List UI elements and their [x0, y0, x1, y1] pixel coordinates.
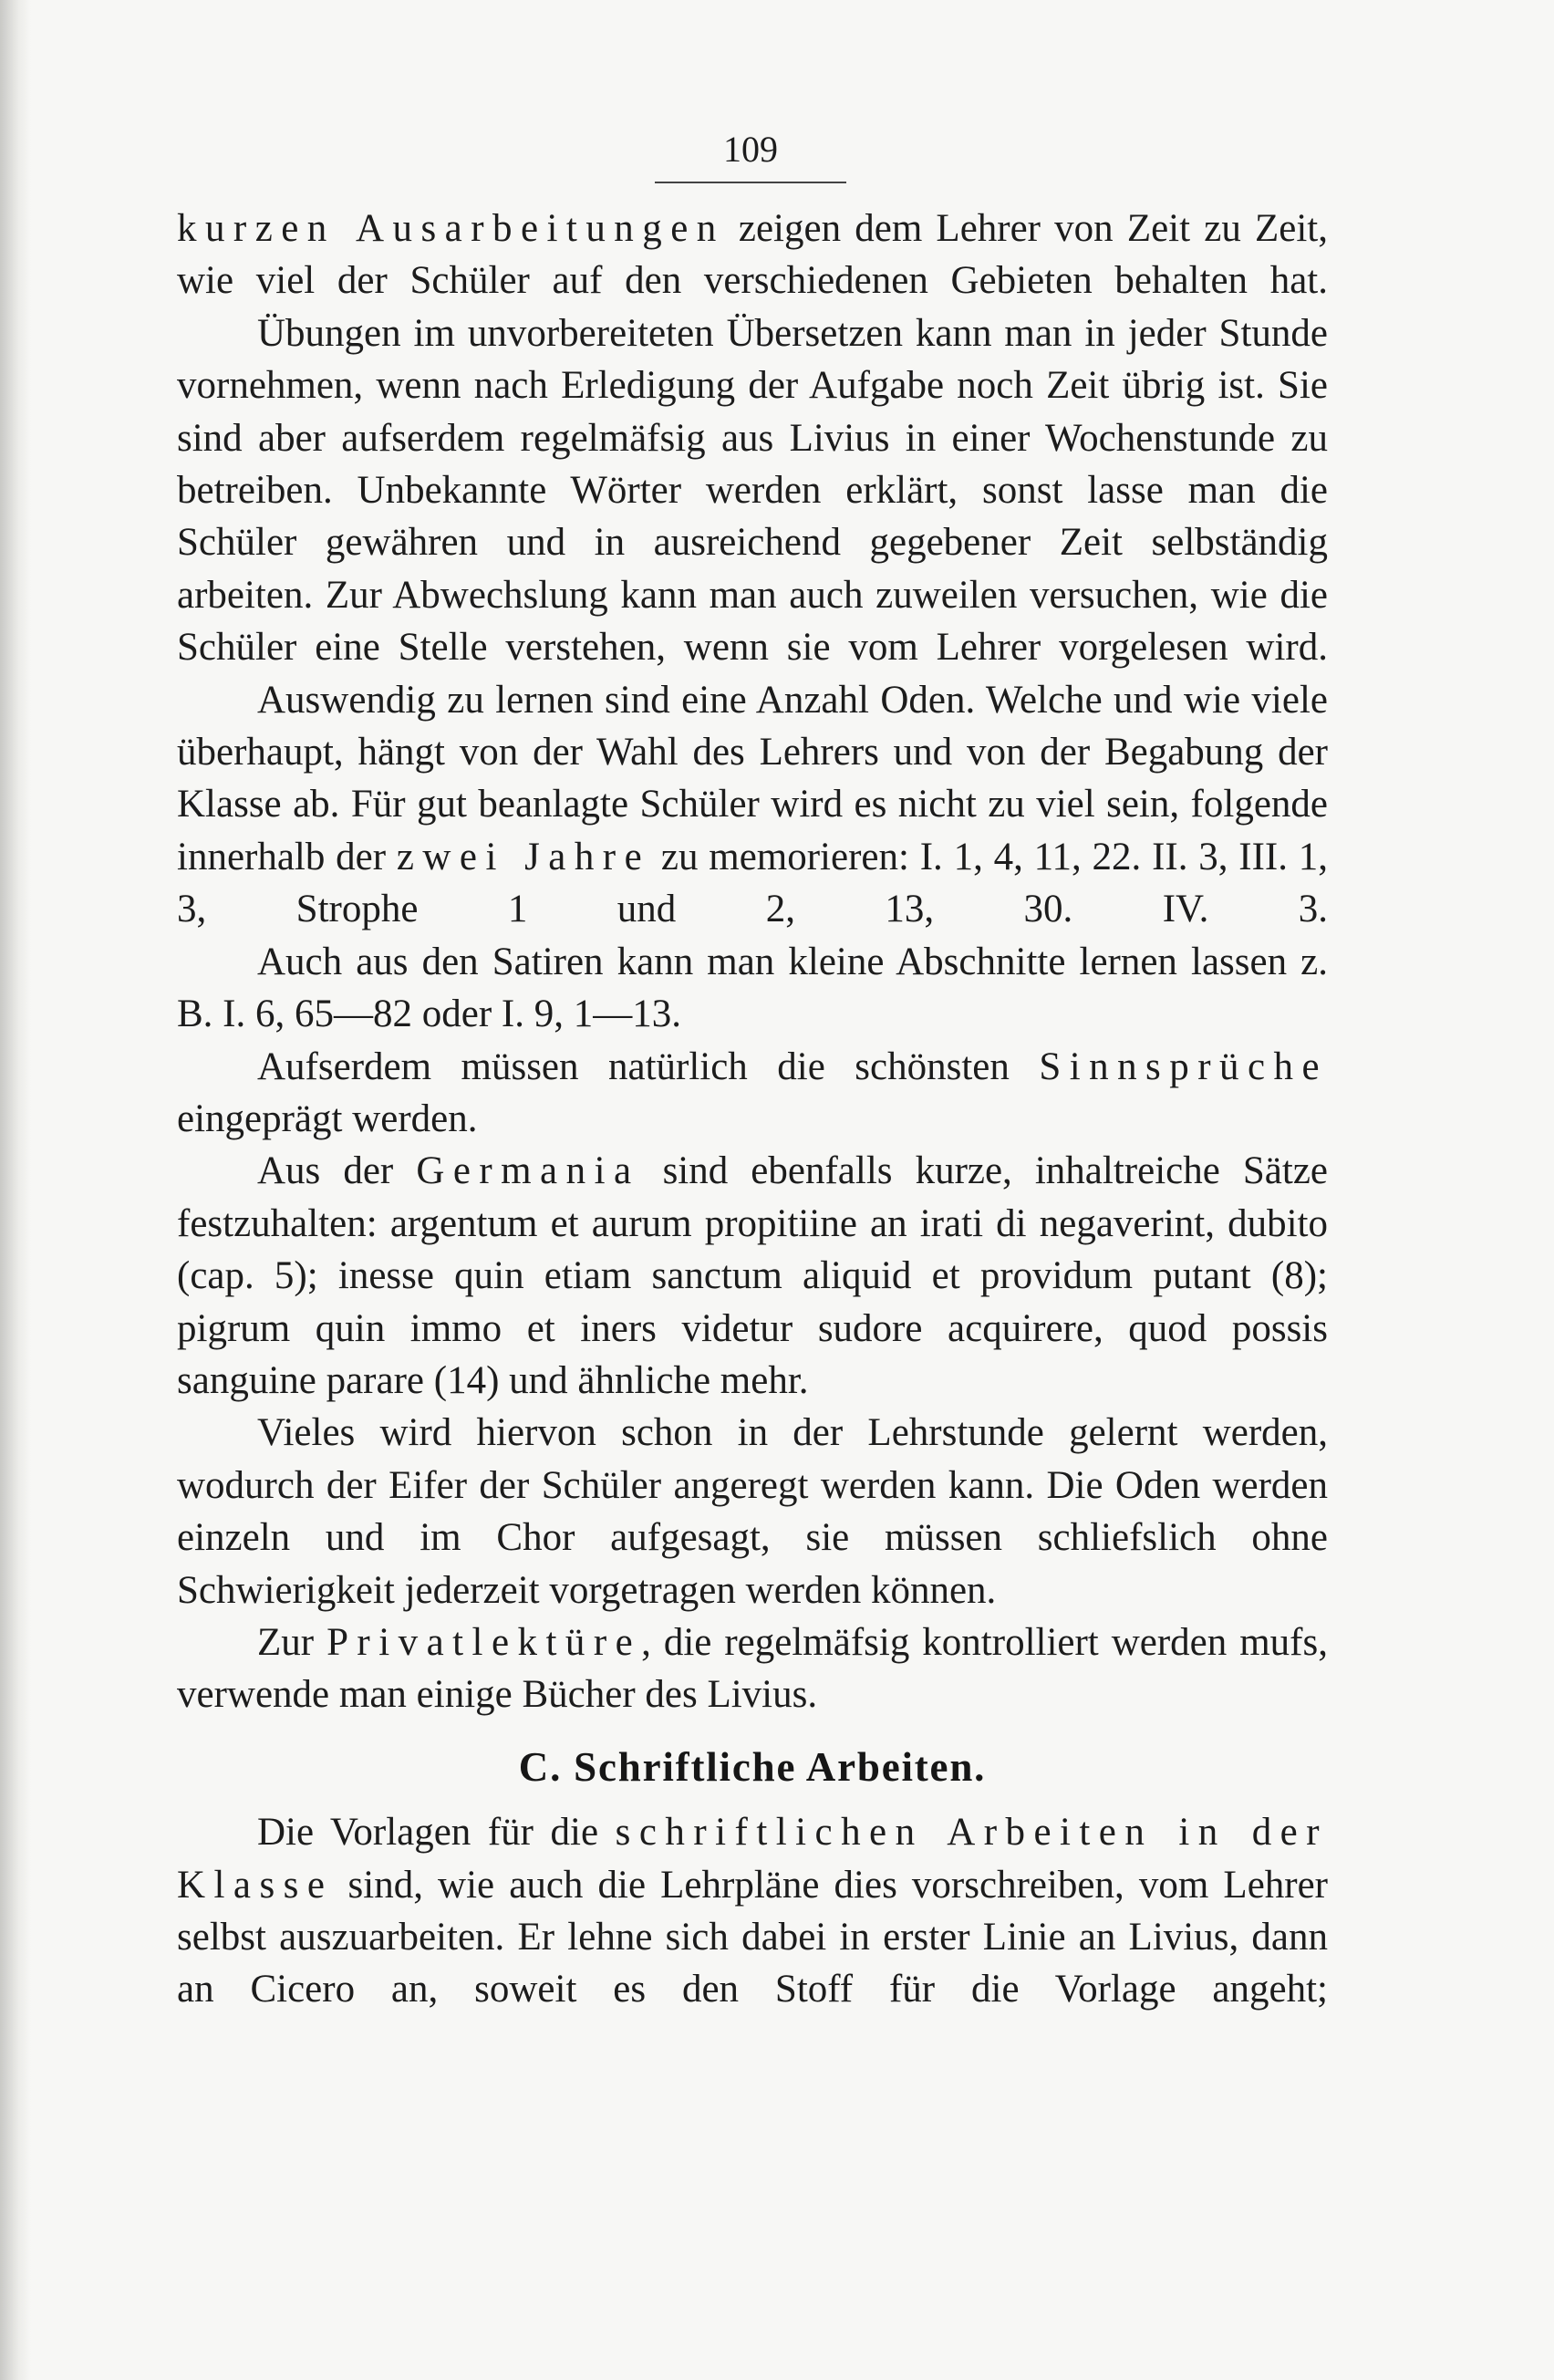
paragraph-text-before: Die Vorlagen für die	[257, 1811, 616, 1855]
paragraph-vorlagen	[177, 1806, 1328, 2016]
paragraph-sinnsprueche	[177, 1041, 1328, 1146]
paragraph-vieles: Vieles wird hiervon schon in der Lehrstunde gelernt werden, wodurch der Eifer der Schüler angeregt werden kann. Die Oden werden einzeln und im Chor aufgesagt, sie müssen schliefslich ohne Schwierigkeit jederzeit vorgetragen werden können.	[177, 1411, 1328, 1612]
spaced-emphasis: Privatlektüre	[326, 1620, 642, 1664]
paragraph-text: zeigen dem Lehrer von Zeit zu Zeit, wie viel der Schüler auf den verschiedenen Gebieten behalten hat.	[177, 207, 1328, 303]
spaced-emphasis: Sinnsprüche	[1039, 1044, 1328, 1088]
paragraph-uebungen: Übungen im unvorbereiteten Übersetzen kann man in jeder Stunde vornehmen, wenn nach Erledigung der Aufgabe noch Zeit übrig ist. Sie sind aber aufserdem regelmäfsig aus Livius in einer Wochenstunde zu betreiben. Unbekannte Wörter werden erklärt, sonst lasse man die Schüler gewähren und in ausreichend gegebener Zeit selbständig arbeiten. Zur Abwechslung kann man auch zuweilen versuchen, wie die Schüler eine Stelle verstehen, wenn sie vom Lehrer vorgelesen wird.	[177, 311, 1328, 670]
paragraph-text-before: Zur	[257, 1620, 327, 1664]
body-text	[177, 203, 1328, 2016]
paragraph-text-before: Aus der	[257, 1149, 417, 1193]
paragraph-auswendig	[177, 674, 1328, 936]
spaced-emphasis: zwei Jahre	[396, 835, 651, 878]
spaced-emphasis: Germania	[416, 1149, 640, 1193]
paragraph-privatlektuere	[177, 1616, 1328, 1721]
spaced-emphasis: kurzen Ausarbeitungen	[177, 207, 725, 250]
paragraph-satiren: Auch aus den Satiren kann man kleine Abschnitte lernen lassen z. B. I. 6, 65—82 oder I. 9, 1—13.	[177, 940, 1328, 1036]
section-heading: C. Schriftliche Arbeiten.	[518, 1743, 987, 1790]
paragraph-text-after: zu memorieren: I. 1, 4, 11, 22. II. 3, III. 1, 3, Strophe 1 und 2, 13, 30. IV. 3.	[177, 835, 1328, 931]
paragraph-text-after: sind ebenfalls kurze, inhaltreiche Sätze festzuhalten: argentum et aurum propitiine an irati di negaverint, dubito (cap. 5); inesse quin etiam sanctum aliquid et providum putant (8); pigrum quin immo et iners videtur sudore acquirere, quod possis sanguine parare (14) und ähnliche mehr.	[177, 1149, 1328, 1402]
page-edge-shadow	[0, 0, 31, 2380]
paragraph-text-before: Auswendig zu lernen sind eine Anzahl Oden. Welche und wie viele überhaupt, hängt von der Wahl des Lehrers und von der Begabung der Klasse ab. Für gut beanlagte Schüler wird es nicht zu viel sein, folgende innerhalb der	[177, 678, 1328, 878]
spaced-emphasis: schriftlichen Arbeiten in der Klasse	[177, 1811, 1328, 1907]
page-number: 109	[655, 128, 846, 183]
paragraph-text-after: eingeprägt werden.	[177, 1096, 478, 1140]
paragraph-germania	[177, 1145, 1328, 1407]
paragraph-kurzen-ausarbeitungen	[177, 203, 1328, 307]
paragraph-text-before: Aufserdem müssen natürlich die schönsten	[257, 1044, 1040, 1088]
paragraph-text-after: sind, wie auch die Lehrpläne dies vorschreiben, vom Lehrer selbst auszuarbeiten. Er lehne sich dabei in erster Linie an Livius, dann an Cicero an, soweit es den Stoff für die Vorlage angeht;	[177, 1863, 1328, 2011]
paragraph-text-after: , die regelmäfsig kontrolliert werden mufs, verwende man einige Bücher des Livius.	[177, 1620, 1328, 1717]
